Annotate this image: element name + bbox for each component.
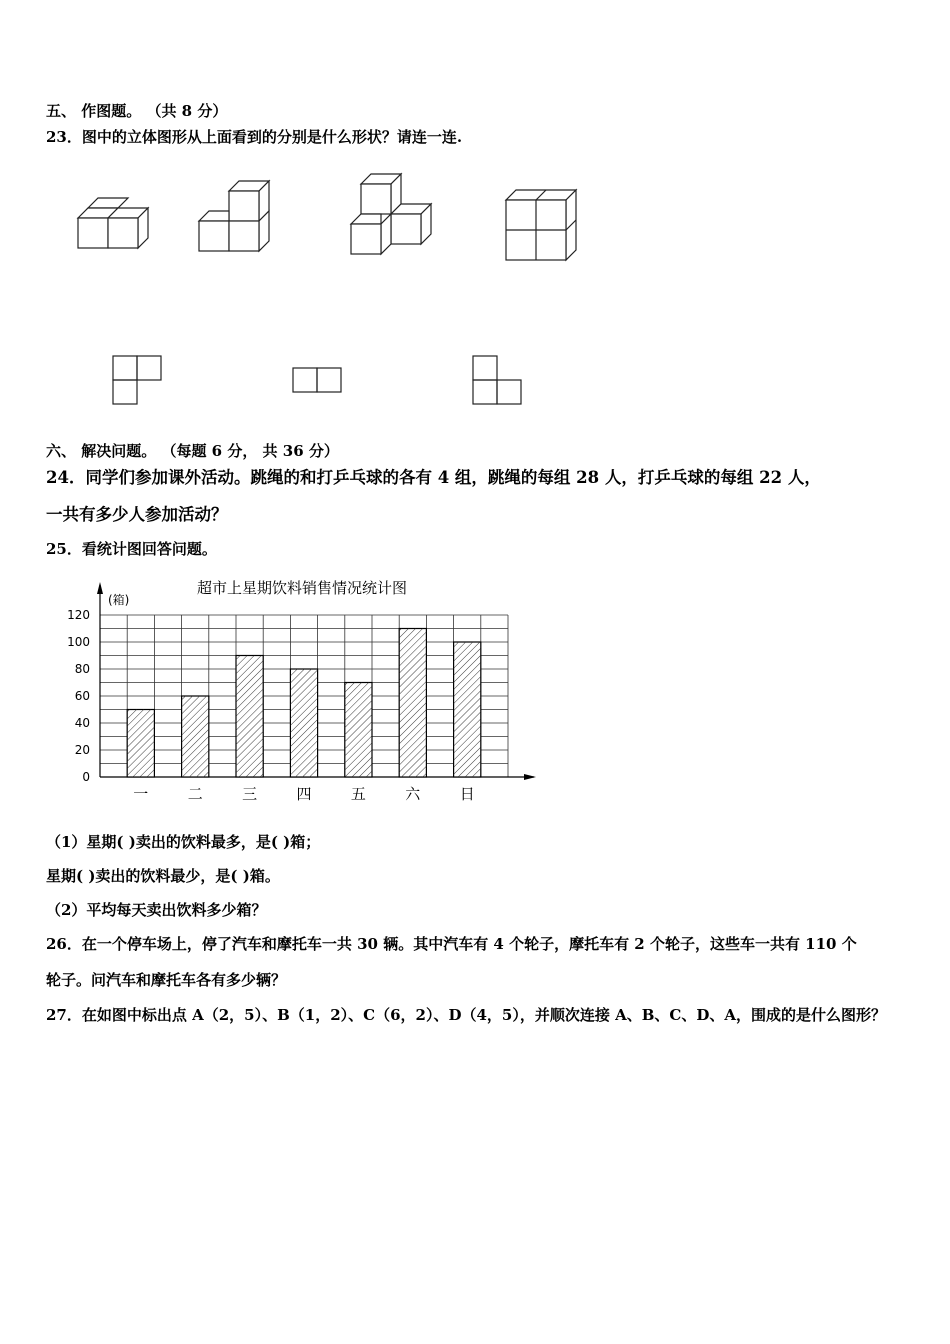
question-24-line-2: 一共有多少人参加活动？: [46, 505, 228, 524]
bar-hatch-7: [454, 642, 481, 777]
x-tick-label: 五: [350, 785, 366, 803]
question-25-sub-1b: 星期( )卖出的饮料最少，是( )箱。: [46, 867, 280, 885]
x-tick-label: 六: [405, 785, 421, 803]
x-tick-label: 一: [133, 785, 149, 803]
chart-title: 超市上星期饮料销售情况统计图: [196, 579, 408, 597]
bar-hatch-5: [345, 683, 372, 778]
question-25-text: 25．看统计图回答问题。: [46, 540, 217, 558]
y-tick-label: 120: [67, 608, 90, 622]
beverage-sales-bar-chart: [0, 570, 560, 810]
y-tick-label: 100: [67, 635, 90, 649]
y-tick-label: 0: [82, 770, 90, 784]
question-25-sub-1a: （1）星期( )卖出的饮料最多，是( )箱；: [46, 833, 321, 851]
bar-hatch-2: [182, 696, 209, 777]
x-axis-arrow: [524, 774, 536, 780]
chart-x-ticks: [133, 785, 474, 803]
question-24-line-1: 24．同学们参加课外活动。跳绳的和打乒乓球的各有 4 组，跳绳的每组 28 人，打乒乓球的每组 22 人，: [46, 468, 821, 487]
bar-hatch-4: [290, 669, 317, 777]
chart-bars: [127, 629, 481, 778]
top-view-reverse-l-shape: [0, 0, 950, 420]
bar-hatch-6: [399, 629, 426, 778]
question-25-sub-2: （2）平均每天卖出饮料多少箱？: [46, 901, 267, 919]
y-tick-label: 40: [74, 716, 90, 730]
x-tick-label: 三: [242, 785, 258, 803]
chart-y-axis-label: (箱): [108, 593, 130, 607]
y-tick-label: 80: [74, 662, 90, 676]
chart-y-ticks: [67, 608, 90, 784]
question-27-text: 27．在如图中标出点 A（2，5）、B（1，2）、C（6，2）、D（4，5），并顺次连接 A、B、C、D、A，围成的是什么图形？: [46, 1006, 886, 1024]
x-tick-label: 日: [459, 785, 475, 803]
section-five-heading: 五、 作图题。 （共 8 分）: [46, 102, 228, 120]
x-tick-label: 二: [187, 785, 203, 803]
section-six-heading: 六、 解决问题。 （每题 6 分， 共 36 分）: [46, 442, 339, 460]
y-tick-label: 20: [74, 743, 90, 757]
y-tick-label: 60: [74, 689, 90, 703]
y-axis-arrow: [97, 582, 103, 594]
question-26-line-2: 轮子。问汽车和摩托车各有多少辆？: [46, 971, 287, 989]
x-tick-label: 四: [296, 785, 312, 803]
bar-hatch-3: [236, 656, 263, 778]
question-26-line-1: 26．在一个停车场上，停了汽车和摩托车一共 30 辆。其中汽车有 4 个轮子，摩托车有 2 个轮子，这些车一共有 110 个: [46, 935, 857, 953]
bar-hatch-1: [127, 710, 154, 778]
question-23-text: 23．图中的立体图形从上面看到的分别是什么形状？请连一连.: [46, 128, 463, 146]
